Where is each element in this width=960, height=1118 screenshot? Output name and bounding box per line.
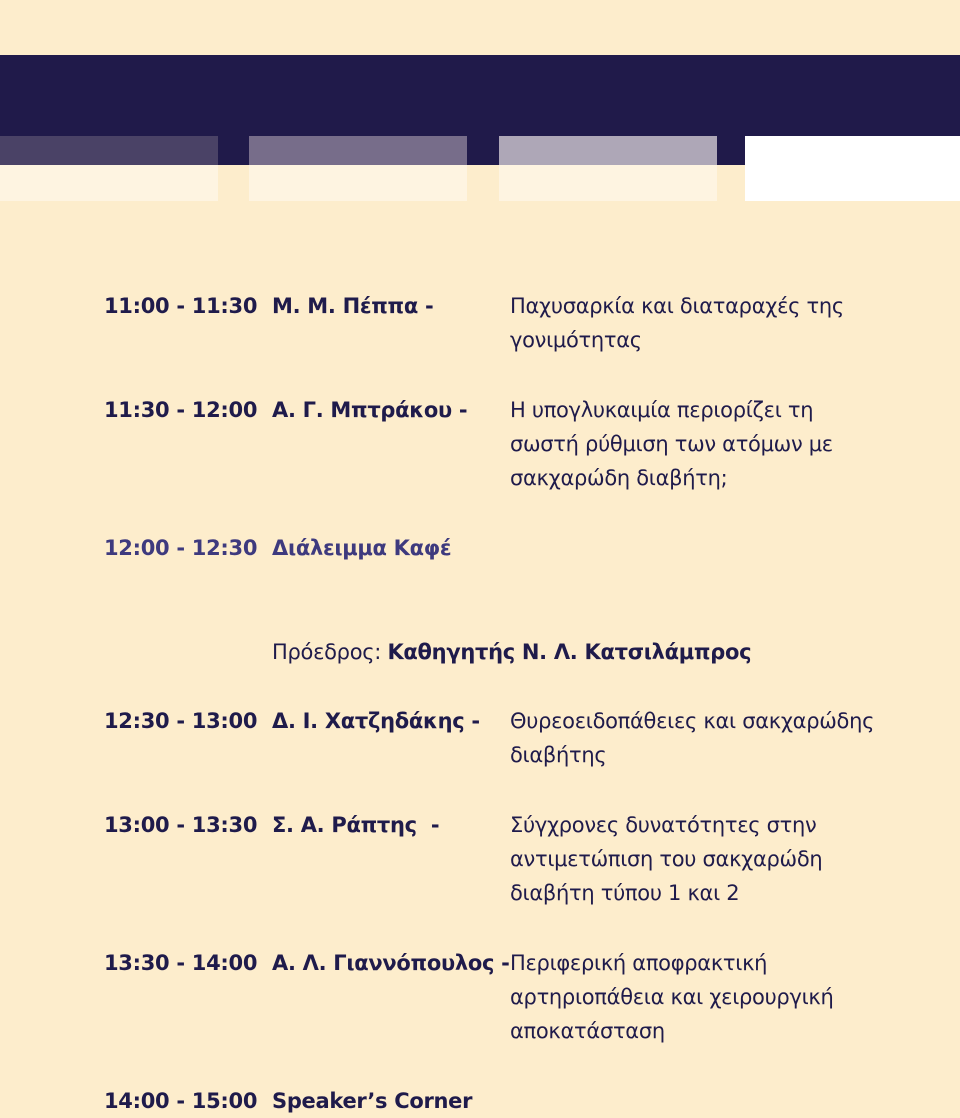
topic-line: διαβήτης [510, 743, 607, 767]
session-topic [510, 946, 930, 1048]
topic-line: Σύγχρονες δυνατότητες στην [510, 813, 817, 837]
session-time: 13:30 - 14:00 [104, 951, 258, 975]
session-speaker: Α. Γ. Μπτράκου - [272, 398, 468, 422]
session-chair [272, 635, 751, 669]
session-time: 14:00 - 15:00 [104, 1089, 258, 1113]
topic-line: σακχαρώδη διαβήτη; [510, 466, 728, 490]
session-speaker: Σ. Α. Ράπτης - [272, 813, 440, 837]
topic-line: αρτηριοπάθεια και χειρουργική [510, 985, 834, 1009]
header-tab-2 [249, 136, 467, 201]
topic-line: Θυρεοειδοπάθειες και σακχαρώδης [510, 709, 875, 733]
session-time: 11:00 - 11:30 [104, 294, 258, 318]
header-tab-1 [0, 136, 218, 201]
session-speaker: Δ. Ι. Χατζηδάκης - [272, 709, 480, 733]
session-time: 12:00 - 12:30 [104, 536, 258, 560]
session-topic [510, 393, 930, 495]
topic-line: σωστή ρύθμιση των ατόμων με [510, 432, 833, 456]
chair-label: Πρόεδρος: [272, 640, 388, 664]
session-time: 11:30 - 12:00 [104, 398, 258, 422]
topic-line: Η υπογλυκαιμία περιορίζει τη [510, 398, 814, 422]
header-tab-4 [745, 136, 960, 201]
header-tab-3 [499, 136, 717, 201]
session-topic [510, 289, 930, 357]
topic-line: γονιμότητας [510, 328, 642, 352]
session-topic [510, 704, 930, 772]
session-speaker: Μ. Μ. Πέππα - [272, 294, 434, 318]
topic-line: διαβήτη τύπου 1 και 2 [510, 881, 740, 905]
topic-line: Περιφερική αποφρακτική [510, 951, 768, 975]
topic-line: Παχυσαρκία και διαταραχές της [510, 294, 844, 318]
session-topic [510, 808, 930, 910]
session-time: 13:00 - 13:30 [104, 813, 258, 837]
session-time: 12:30 - 13:00 [104, 709, 258, 733]
chair-name: Καθηγητής Ν. Λ. Κατσιλάμπρος [387, 640, 752, 664]
topic-line: αντιμετώπιση του σακχαρώδη [510, 847, 823, 871]
coffee-break-label: Διάλειμμα Καφέ [272, 536, 452, 560]
session-speaker: Α. Λ. Γιαννόπουλος - [272, 951, 510, 975]
topic-line: αποκατάσταση [510, 1019, 665, 1043]
session-speaker: Speaker’s Corner [272, 1089, 473, 1113]
